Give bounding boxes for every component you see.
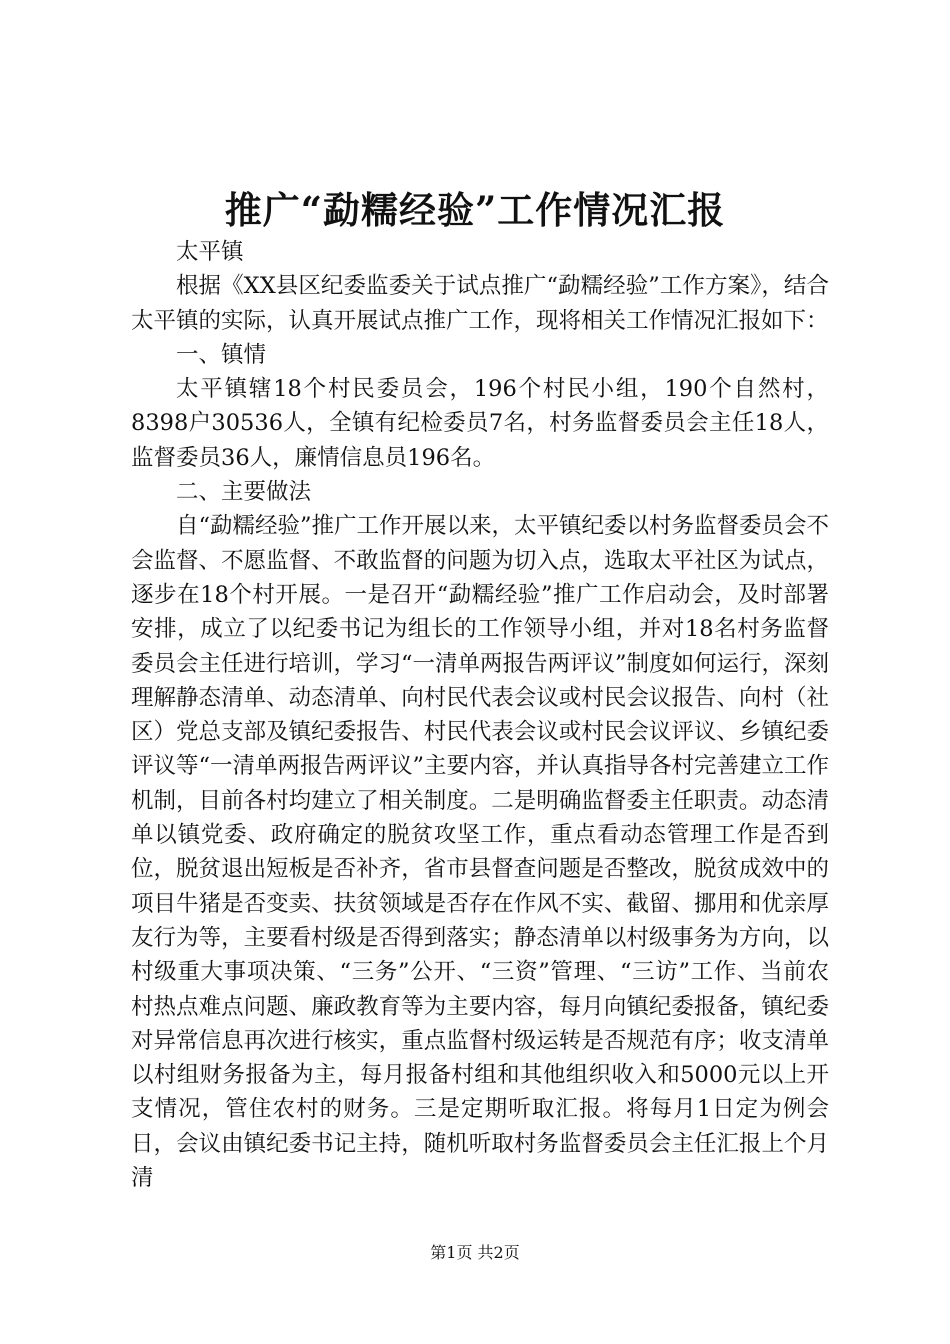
paragraph-town-overview: 太平镇辖18个村民委员会，196个村民小组，190个自然村，8398户30536人，全镇有纪检委员7名，村务监督委员会主任18人，监督委员36人，廉情信息员196名。 [131,376,829,471]
paragraph-main-practices: 自“勐糯经验”推广工作开展以来，太平镇纪委以村务监督委员会不会监督、不愿监督、不敢监督的问题为切入点，选取太平社区为试点，逐步在18个村开展。一是召开“勐糯经验”推广工作启动会，及时部署安排，成立了以纪委书记为组长的工作领导小组，并对18名村务监督委员会主任进行培训，学习“一清单两报告两评议”制度如何运行，深刻理解静态清单、动态清单、向村民代表会议或村民会议报告、向村（社区）党总支部及镇纪委报告、村民代表会议或村民会议评议、乡镇纪委评议等“一清单两报告两评议”主要内容，并认真指导各村完善建立工作机制，目前各村均建立了相关制度。二是明确监督委主任职责。动态清单以镇党委、政府确定的脱贫攻坚工作，重点看动态管理工作是否到位，脱贫退出短板是否补齐，省市县督查问题是否整改，脱贫成效中的项目牛猪是否变卖、扶贫领域是否存在作风不实、截留、挪用和优亲厚友行为等，主要看村级是否得到落实；静态清单以村级事务为方向，以村级重大事项决策、“三务”公开、“三资”管理、“三访”工作、当前农村热点难点问题、廉政教育等为主要内容，每月向镇纪委报备，镇纪委对异常信息再次进行核实，重点监督村级运转是否规范有序；收支清单以村组财务报备为主，每月报备村组和其他组织收入和5000元以上开支情况，管住农村的财务。三是定期听取汇报。将每月1日定为例会日，会议由镇纪委书记主持，随机听取村务监督委员会主任汇报上个月清 [131,513,830,1192]
document-title: 推广“勐糯经验”工作情况汇报 [224,188,726,232]
paragraph-author: 太平镇 [176,239,244,265]
paragraph-intro: 根据《XX县区纪委监委关于试点推广“勐糯经验”工作方案》，结合太平镇的实际，认真开展试点推广工作，现将相关工作情况汇报如下： [131,273,829,334]
section-heading-2: 二、主要做法 [176,479,312,506]
section-heading-1: 一、镇情 [176,341,267,368]
document-body [131,235,829,1195]
page-footer: 第1页 共2页 [430,1243,520,1262]
